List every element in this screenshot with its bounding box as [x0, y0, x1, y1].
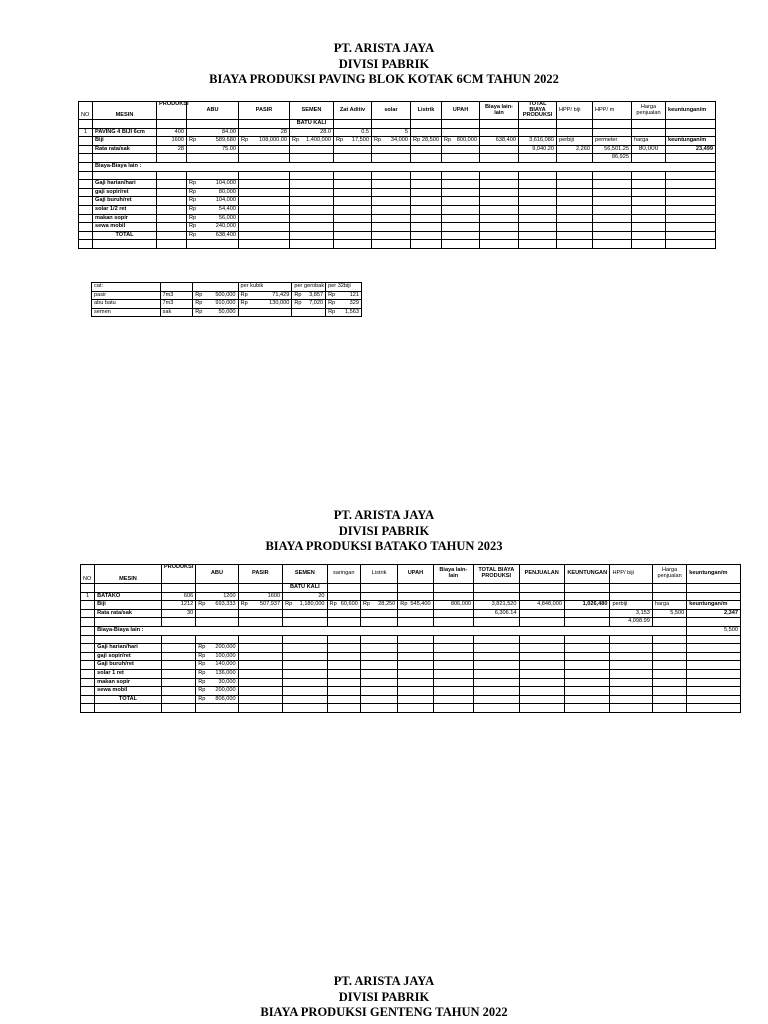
hpp-biji-value: 3,153 — [610, 609, 652, 618]
table-row — [81, 618, 741, 627]
row-mesin: Biji — [95, 601, 162, 610]
listrik-value: 28,500 — [419, 137, 442, 146]
cost-row — [81, 669, 741, 678]
note-unit: 7m3 — [160, 300, 193, 309]
currency-label: Rp — [187, 214, 195, 223]
cost-total-row — [79, 231, 716, 240]
currency-label: Rp — [187, 137, 195, 146]
cost-total-value: 638,400 — [195, 231, 239, 240]
biaya-lain-value: 5,500 — [687, 626, 741, 635]
batu-kali-label: BATU KALI — [290, 120, 334, 129]
row-no: 1 — [79, 128, 93, 137]
hpp-m-extra: 86,925 — [593, 154, 632, 163]
currency-label: Rp — [196, 644, 204, 653]
harga-value: 80,000 — [632, 145, 666, 154]
row-mesin: BATAKO — [95, 592, 162, 601]
col-semen: SEMEN — [283, 565, 327, 584]
note-gerobak — [300, 308, 325, 317]
zat-value: 17,500 — [342, 137, 372, 146]
col-keuntungan-m: keuntungan/m — [687, 565, 741, 584]
cost-label: Gaji buruh/ret — [93, 197, 157, 206]
note-per32: 121 — [334, 291, 362, 300]
cost-value: 104,000 — [195, 180, 239, 189]
cost-value: 136,000 — [204, 669, 238, 678]
currency-label: Rp — [238, 300, 246, 309]
pasir-value: 507,937 — [246, 601, 282, 610]
produksi-value: 1600 — [157, 137, 187, 146]
harga-label: harga — [652, 601, 686, 610]
material-note-table — [91, 282, 362, 317]
cost-row — [81, 652, 741, 661]
total-value: 3,616,080 — [519, 137, 557, 146]
semen-value: 1,400,000 — [298, 137, 334, 146]
cost-total-label: TOTAL — [93, 231, 157, 240]
col-upah: UPAH — [442, 102, 480, 120]
batu-kali-label: BATU KALI — [283, 584, 327, 593]
col-upah: UPAH — [398, 565, 433, 584]
produksi-value: 606 — [161, 592, 195, 601]
harga-label: harga — [632, 137, 666, 146]
col-abu: ABU — [196, 565, 238, 584]
col-produksi: PRODUKSI — [161, 565, 195, 584]
currency-label: Rp — [238, 601, 246, 610]
abu-value: 693,333 — [204, 601, 238, 610]
note-gerobak: 3,857 — [300, 291, 325, 300]
row-mesin: Rata rata/sak — [95, 609, 162, 618]
cost-value: 80,000 — [195, 188, 239, 197]
note-price: 500,000 — [201, 291, 238, 300]
row-mesin: Biji — [93, 137, 157, 146]
table-row — [81, 592, 741, 601]
currency-label: Rp — [196, 687, 204, 696]
currency-label: Rp — [326, 291, 334, 300]
division-name: DIVISI PABRIK — [338, 56, 430, 71]
per-kubik-label: per kubik — [238, 283, 292, 292]
keuntungan-value: 23,499 — [666, 145, 716, 154]
table-row — [79, 120, 716, 129]
cost-row — [79, 214, 716, 223]
currency-label: Rp — [292, 300, 300, 309]
semen-value: 1,180,000 — [291, 601, 327, 610]
note-item: pasir — [92, 291, 161, 300]
currency-label: Rp — [327, 601, 335, 610]
currency-label: Rp — [442, 137, 450, 146]
keuntungan-value: 1,026,480 — [565, 601, 610, 610]
table-row — [79, 137, 716, 146]
col-keuntungan: keuntungan/m — [666, 102, 716, 120]
zat-value: 0.5 — [334, 128, 372, 137]
solar-value: 5 — [372, 128, 411, 137]
abu-value: 1200 — [196, 592, 238, 601]
report-title: BIAYA PRODUKSI PAVING BLOK KOTAK 6CM TAHUN 2022 — [209, 72, 559, 86]
currency-label: Rp — [196, 669, 204, 678]
division-name: DIVISI PABRIK — [338, 523, 430, 538]
pasir-value: 108,000.00 — [247, 137, 290, 146]
col-pasir: PASIR — [239, 102, 290, 120]
pasir-value: 1600 — [238, 592, 282, 601]
cost-row — [81, 644, 741, 653]
currency-label: Rp — [187, 231, 195, 240]
produksi-value: 1212 — [161, 601, 195, 610]
section3-header — [0, 974, 768, 1021]
col-solar: solar — [372, 102, 411, 120]
pasir-value: 28 — [239, 128, 290, 137]
col-biaya-lain: Biaya lain-lain — [480, 102, 519, 120]
currency-label: Rp — [398, 601, 406, 610]
cost-total-row — [81, 695, 741, 704]
table-header-row — [79, 102, 716, 120]
cost-row — [79, 197, 716, 206]
abu-value: 589,680 — [195, 137, 239, 146]
cost-row — [79, 205, 716, 214]
col-pasir: PASIR — [238, 565, 282, 584]
upah-value: 800,000 — [450, 137, 480, 146]
cost-row — [81, 687, 741, 696]
paving-cost-table — [78, 101, 716, 249]
table-row — [81, 704, 741, 713]
currency-label: Rp — [193, 308, 201, 317]
harga-value: 5,500 — [652, 609, 686, 618]
penjualan-value: 4,848,000 — [519, 601, 564, 610]
cost-total-label: TOTAL — [95, 695, 162, 704]
cost-value: 104,000 — [195, 197, 239, 206]
cost-row — [81, 678, 741, 687]
col-produksi: PRODUKSI — [157, 102, 187, 120]
listrik-value: 28,250 — [368, 601, 397, 610]
cost-row — [79, 180, 716, 189]
cost-row — [79, 188, 716, 197]
col-mesin: MESIN — [93, 102, 157, 120]
currency-label: Rp — [411, 137, 419, 146]
note-kubik: 130,000 — [246, 300, 291, 309]
cost-row — [79, 223, 716, 232]
note-header-row — [92, 283, 362, 292]
biaya-lain-value: 806,000 — [433, 601, 473, 610]
currency-label: Rp — [326, 300, 334, 309]
currency-label: Rp — [196, 695, 204, 704]
col-hpp-m: HPP/ m — [593, 102, 632, 120]
abu-value: 84.00 — [187, 128, 239, 137]
col-keuntungan: KEUNTUNGAN — [565, 565, 610, 584]
solar-value: 34,000 — [380, 137, 411, 146]
currency-label: Rp — [193, 300, 201, 309]
per-gerobak-label: per gerobak — [292, 283, 326, 292]
currency-label: Rp — [187, 197, 195, 206]
note-per32: 329 — [334, 300, 362, 309]
table-row — [81, 584, 741, 593]
currency-label: Rp — [187, 223, 195, 232]
note-price: 50,000 — [201, 308, 238, 317]
currency-label: Rp — [372, 137, 380, 146]
abu-value: 75.00 — [187, 145, 239, 154]
currency-label: Rp — [360, 601, 368, 610]
upah-value: 545,400 — [406, 601, 433, 610]
table-header-row — [81, 565, 741, 584]
row-mesin: PAVING 4 BIJI 6cm — [93, 128, 157, 137]
cost-label: sewa mobil — [93, 223, 157, 232]
total-value: 9,040.20 — [519, 145, 557, 154]
cost-label: gaji sopir/ret — [93, 188, 157, 197]
cost-value: 140,000 — [204, 661, 238, 670]
hpp-biji-extra: 4,098.99 — [610, 618, 652, 627]
currency-label — [238, 308, 246, 317]
note-unit: sak — [160, 308, 193, 317]
cost-value: 200,000 — [204, 687, 238, 696]
saringan-value: 60,600 — [335, 601, 360, 610]
note-unit: 7m3 — [160, 291, 193, 300]
col-saringan: saringan — [327, 565, 360, 584]
col-semen: SEMEN — [290, 102, 334, 120]
section2-header — [0, 508, 768, 555]
col-total-biaya: TOTAL BIAYA PRODUKSI — [519, 102, 557, 120]
cost-label: solar 1 ret — [95, 669, 162, 678]
table-row — [81, 601, 741, 610]
currency-label: Rp — [196, 661, 204, 670]
cost-label: Gaji buruh/ret — [95, 661, 162, 670]
report-title: BIAYA PRODUKSI GENTENG TAHUN 2022 — [260, 1005, 508, 1019]
note-row — [92, 308, 362, 317]
note-gerobak: 7,020 — [300, 300, 325, 309]
cost-label: sewa mobil — [95, 687, 162, 696]
company-name: PT. ARISTA JAYA — [333, 974, 435, 988]
hpp-m-value: 56,501.25 — [593, 145, 632, 154]
total-value: 6,306.14 — [474, 609, 519, 618]
produksi-value: 400 — [157, 128, 187, 137]
cost-value: 100,000 — [204, 652, 238, 661]
col-harga: Harga penjualan — [632, 102, 666, 120]
company-name: PT. ARISTA JAYA — [333, 508, 435, 522]
table-row — [79, 145, 716, 154]
table-row — [81, 626, 741, 635]
keuntungan-value: 2,347 — [687, 609, 741, 618]
note-per32: 1,563 — [334, 308, 362, 317]
currency-label: Rp — [187, 180, 195, 189]
col-listrik: Listrik — [411, 102, 442, 120]
note-price: 910,000 — [201, 300, 238, 309]
col-no: NO — [79, 102, 93, 120]
hpp-biji-value: 2,260 — [557, 145, 593, 154]
biaya-lain-label: Biaya-Biaya lain : — [95, 626, 687, 635]
keuntungan-label: keuntungan/m — [666, 137, 716, 146]
currency-label: Rp — [196, 678, 204, 687]
note-item: abu batu — [92, 300, 161, 309]
col-harga: Harga penjualan — [652, 565, 686, 584]
col-zat-aditiv: Zat Aditiv — [334, 102, 372, 120]
col-listrik: Listrik — [360, 565, 397, 584]
biaya-lain-value: 638,400 — [480, 137, 519, 146]
section1-header — [0, 41, 768, 88]
report-title: BIAYA PRODUKSI BATAKO TAHUN 2023 — [265, 539, 503, 553]
col-mesin: MESIN — [95, 565, 162, 584]
keuntungan-m-label: keuntungan/m — [687, 601, 741, 610]
perbiji-label: perbiji — [557, 137, 593, 146]
col-biaya-lain: Biaya lain-lain — [433, 565, 473, 584]
cost-label: makan sopir — [93, 214, 157, 223]
currency-label: Rp — [326, 308, 334, 317]
col-no: NO — [81, 565, 95, 584]
note-cat-label: cat: — [92, 283, 161, 292]
cost-row — [81, 661, 741, 670]
division-name: DIVISI PABRIK — [338, 989, 430, 1004]
table-row — [79, 128, 716, 137]
semen-value: 20 — [283, 592, 327, 601]
semen-value: 28.0 — [290, 128, 334, 137]
col-total-biaya: TOTAL BIAYA PRODUKSI — [474, 565, 519, 584]
table-row — [81, 635, 741, 644]
cost-value: 54,400 — [195, 205, 239, 214]
note-row — [92, 300, 362, 309]
currency-label: Rp — [290, 137, 298, 146]
note-kubik — [246, 308, 291, 317]
col-penjualan: PENJUALAN — [519, 565, 564, 584]
produksi-value: 28 — [157, 145, 187, 154]
currency-label: Rp — [239, 137, 247, 146]
company-name: PT. ARISTA JAYA — [333, 41, 435, 55]
cost-label: Gaji harian/hari — [93, 180, 157, 189]
cost-label: solar 1/2 ret — [93, 205, 157, 214]
permeter-label: permeter — [593, 137, 632, 146]
col-hpp-biji: HPP/ biji — [557, 102, 593, 120]
currency-label: Rp — [238, 291, 246, 300]
currency-label: Rp — [187, 188, 195, 197]
col-abu: ABU — [187, 102, 239, 120]
row-no: 1 — [81, 592, 95, 601]
total-value: 3,821,520 — [474, 601, 519, 610]
cost-label: Gaji harian/hari — [95, 644, 162, 653]
cost-label: makan sopir — [95, 678, 162, 687]
col-hpp-biji: HPP/ biji — [610, 565, 652, 584]
currency-label: Rp — [283, 601, 291, 610]
produksi-value: 30 — [161, 609, 195, 618]
table-row — [79, 240, 716, 249]
per-32-label: per 32biji — [326, 283, 362, 292]
note-kubik: 71,429 — [246, 291, 291, 300]
perbiji-label: perbiji — [610, 601, 652, 610]
cost-label: gaji sopir/ret — [95, 652, 162, 661]
currency-label: Rp — [193, 291, 201, 300]
note-row — [92, 291, 362, 300]
note-item: semen — [92, 308, 161, 317]
batako-cost-table — [80, 564, 741, 713]
cost-value: 56,000 — [195, 214, 239, 223]
currency-label: Rp — [334, 137, 342, 146]
row-mesin: Rata rata/sak — [93, 145, 157, 154]
biaya-lain-label: Biaya-Biaya lain : — [93, 162, 716, 171]
currency-label — [292, 308, 300, 317]
currency-label: Rp — [187, 205, 195, 214]
cost-value: 30,000 — [204, 678, 238, 687]
table-row — [79, 154, 716, 163]
table-row — [79, 162, 716, 171]
cost-value: 200,000 — [204, 644, 238, 653]
currency-label: Rp — [292, 291, 300, 300]
cost-value: 240,000 — [195, 223, 239, 232]
table-row — [81, 609, 741, 618]
cost-total-value: 806,000 — [204, 695, 238, 704]
table-row — [79, 171, 716, 180]
currency-label: Rp — [196, 652, 204, 661]
currency-label: Rp — [196, 601, 204, 610]
